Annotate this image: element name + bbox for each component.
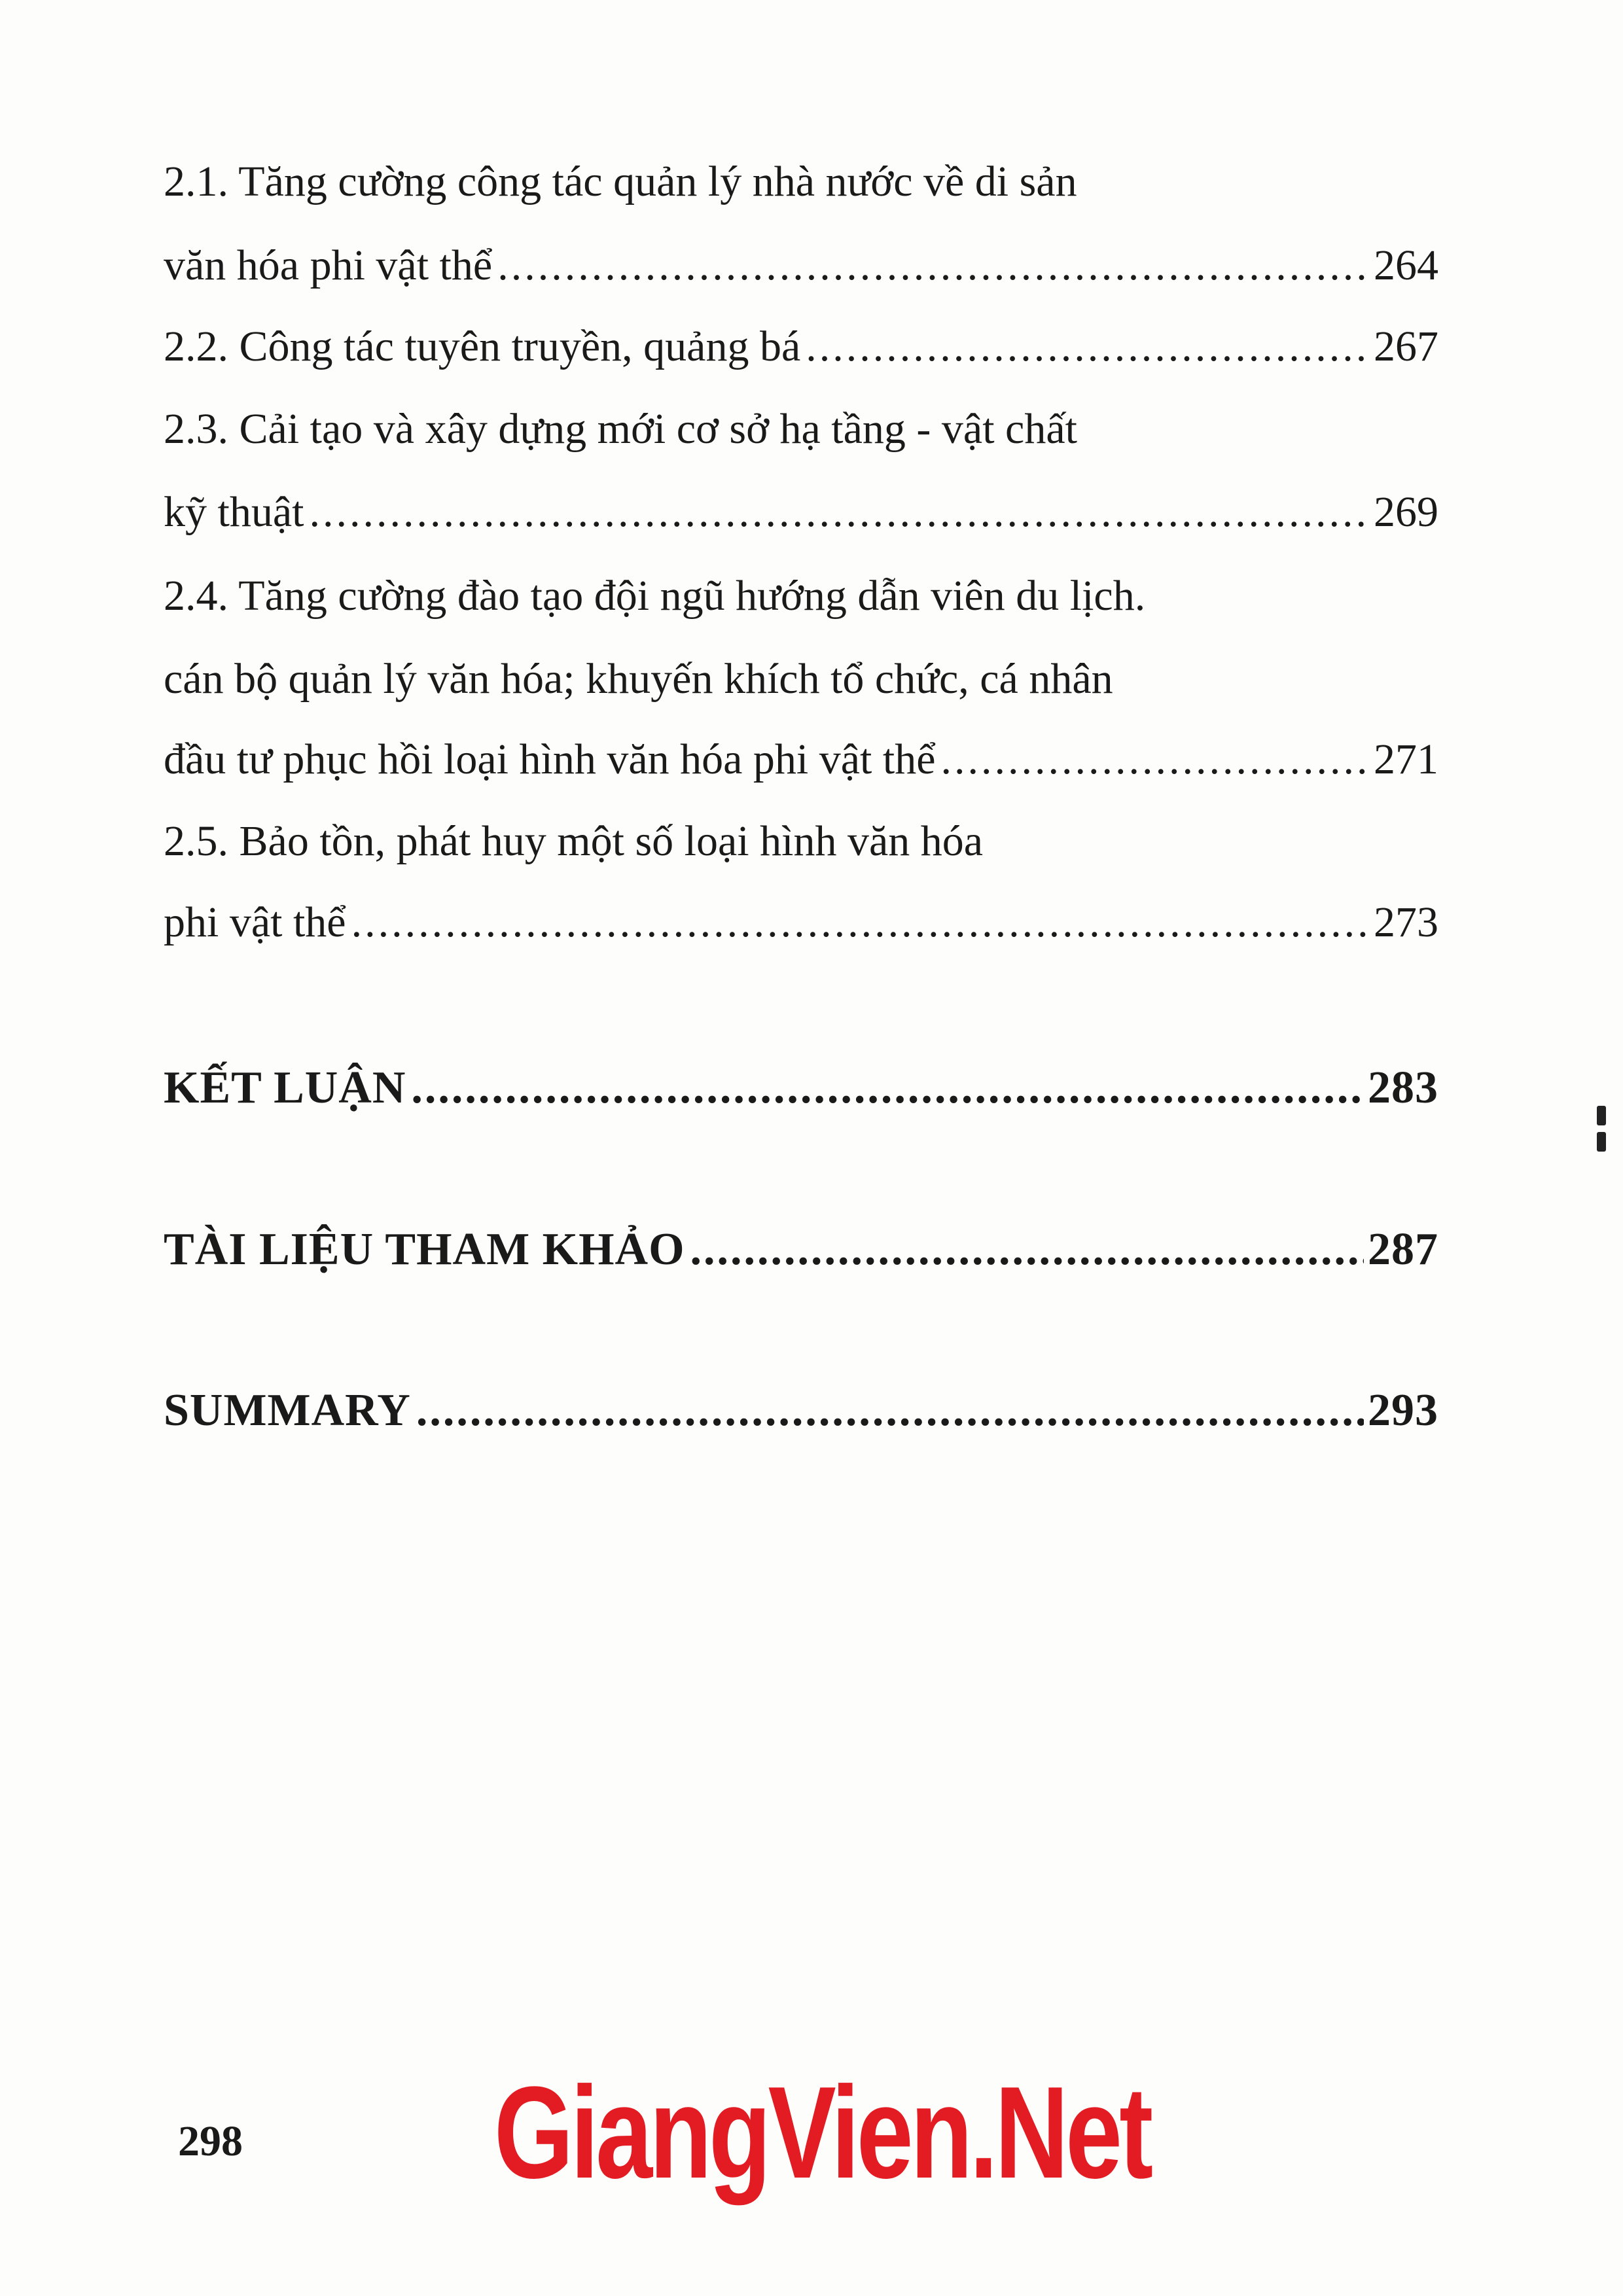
- leader-dots: [690, 1228, 1364, 1271]
- toc-entry-2-5-line-2: [164, 898, 1438, 946]
- toc-entry-2-2: [164, 325, 1438, 368]
- toc-entry-text: 2.2. Công tác tuyên truyền, quảng bá: [164, 323, 801, 370]
- toc-entry-2-3-line-2: [164, 488, 1438, 536]
- leader-dots: [416, 1389, 1364, 1432]
- toc-entry-text: 2.3. Cải tạo và xây dựng mới cơ sở hạ tầng - vật chất: [164, 405, 1077, 453]
- toc-entry-text: văn hóa phi vật thể: [164, 241, 493, 289]
- leader-dots: [497, 244, 1370, 287]
- toc-entry-text: 2.1. Tăng cường công tác quản lý nhà nước về di sản: [164, 158, 1077, 205]
- toc-page-number: 293: [1368, 1385, 1438, 1436]
- toc-entry-2-5-line-1: [164, 817, 1438, 865]
- toc-page-number: 273: [1374, 898, 1438, 946]
- toc-entry-text: phi vật thể: [164, 898, 346, 946]
- toc-entry-text: đầu tư phục hồi loại hình văn hóa phi vật thể: [164, 735, 936, 783]
- leader-dots: [351, 901, 1370, 944]
- toc-entry-text: cán bộ quản lý văn hóa; khuyến khích tổ chức, cá nhân: [164, 655, 1113, 703]
- toc-entry-2-3-line-1: [164, 405, 1438, 453]
- toc-entry-text: kỹ thuật: [164, 488, 304, 536]
- toc-heading-text: TÀI LIỆU THAM KHẢO: [164, 1224, 685, 1275]
- toc-page-number: 269: [1374, 488, 1438, 536]
- toc-entry-references: [164, 1224, 1438, 1275]
- toc-entry-summary: [164, 1385, 1438, 1436]
- toc-entry-2-4-line-3: [164, 735, 1438, 783]
- watermark-logo: GiangVien.Net: [494, 2060, 1150, 2206]
- leader-dots: [806, 325, 1370, 368]
- toc-heading-text: SUMMARY: [164, 1385, 411, 1436]
- toc-page-number: 271: [1374, 735, 1438, 783]
- toc-entry-2-4-line-2: [164, 655, 1438, 703]
- leader-dots: [309, 491, 1370, 534]
- toc-page-number: 264: [1374, 241, 1438, 289]
- page-number: 298: [178, 2117, 243, 2165]
- toc-entry-conclusion: [164, 1063, 1438, 1113]
- toc-entry-text: 2.5. Bảo tồn, phát huy một số loại hình văn hóa: [164, 817, 984, 865]
- toc-page-number: 283: [1368, 1063, 1438, 1113]
- toc-entry-2-1-line-2: [164, 241, 1438, 289]
- toc-page-number: 267: [1374, 323, 1438, 370]
- leader-dots: [941, 738, 1370, 781]
- leader-dots: [411, 1067, 1364, 1110]
- toc-entry-text: 2.4. Tăng cường đào tạo đội ngũ hướng dẫn viên du lịch.: [164, 572, 1146, 620]
- toc-entry-2-4-line-1: [164, 574, 1438, 618]
- toc-entry-2-1-line-1: [164, 160, 1438, 203]
- toc-heading-text: KẾT LUẬN: [164, 1063, 406, 1113]
- toc-page-number: 287: [1368, 1224, 1438, 1275]
- page-edge-mark: [1597, 1106, 1606, 1165]
